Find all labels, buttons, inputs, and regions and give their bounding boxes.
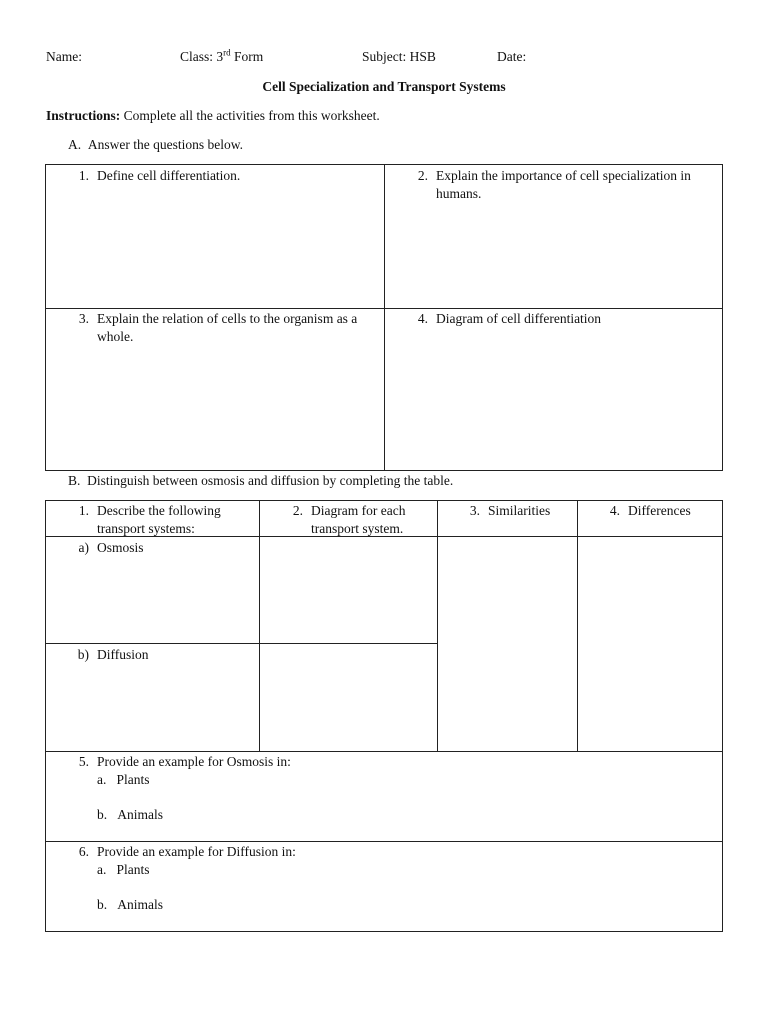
name-label: Name: bbox=[46, 49, 82, 64]
section-b-row-divider bbox=[45, 643, 437, 644]
question-5: 5. Provide an example for Osmosis in: bbox=[78, 754, 291, 769]
column-header-describe: 1. Describe the following transport systems: bbox=[78, 503, 221, 537]
question-6-animals: b. Animals bbox=[97, 897, 163, 912]
section-a-hdivider bbox=[45, 308, 723, 309]
instructions: Instructions: Complete all the activities from this worksheet. bbox=[46, 108, 380, 123]
section-a-heading: A. Answer the questions below. bbox=[68, 137, 243, 152]
section-a-vdivider bbox=[384, 164, 385, 471]
column-header-similarities: 3. Similarities bbox=[469, 503, 551, 518]
section-b-heading: B. Distinguish between osmosis and diffusion by completing the table. bbox=[68, 473, 454, 488]
row-label-diffusion: b) Diffusion bbox=[77, 647, 149, 662]
question-1: 1. Define cell differentiation. bbox=[78, 168, 241, 183]
section-b-vdivider-1 bbox=[259, 500, 260, 751]
question-4: 4. Diagram of cell differentiation bbox=[417, 311, 602, 326]
question-2: 2. Explain the importance of cell specialization in humans. bbox=[417, 168, 691, 202]
column-header-differences: 4. Differences bbox=[609, 503, 691, 518]
question-5-animals: b. Animals bbox=[97, 807, 163, 822]
column-header-diagram: 2. Diagram for each transport system. bbox=[292, 503, 406, 537]
question-5-plants: a. Plants bbox=[97, 772, 150, 787]
section-b-q6-divider bbox=[45, 841, 723, 842]
subject-label: Subject: HSB bbox=[362, 49, 436, 64]
page-title: Cell Specialization and Transport Systems bbox=[262, 79, 506, 94]
section-b-q5-divider bbox=[45, 751, 723, 752]
row-label-osmosis: a) Osmosis bbox=[78, 540, 144, 555]
section-b-vdivider-2 bbox=[437, 500, 438, 751]
class-label: Class: 3rd Form bbox=[180, 47, 264, 64]
question-6-plants: a. Plants bbox=[97, 862, 150, 877]
date-label: Date: bbox=[497, 49, 527, 64]
question-6: 6. Provide an example for Diffusion in: bbox=[78, 844, 296, 859]
question-3: 3. Explain the relation of cells to the organism as a whole. bbox=[78, 311, 358, 345]
section-b-vdivider-3 bbox=[577, 500, 578, 751]
